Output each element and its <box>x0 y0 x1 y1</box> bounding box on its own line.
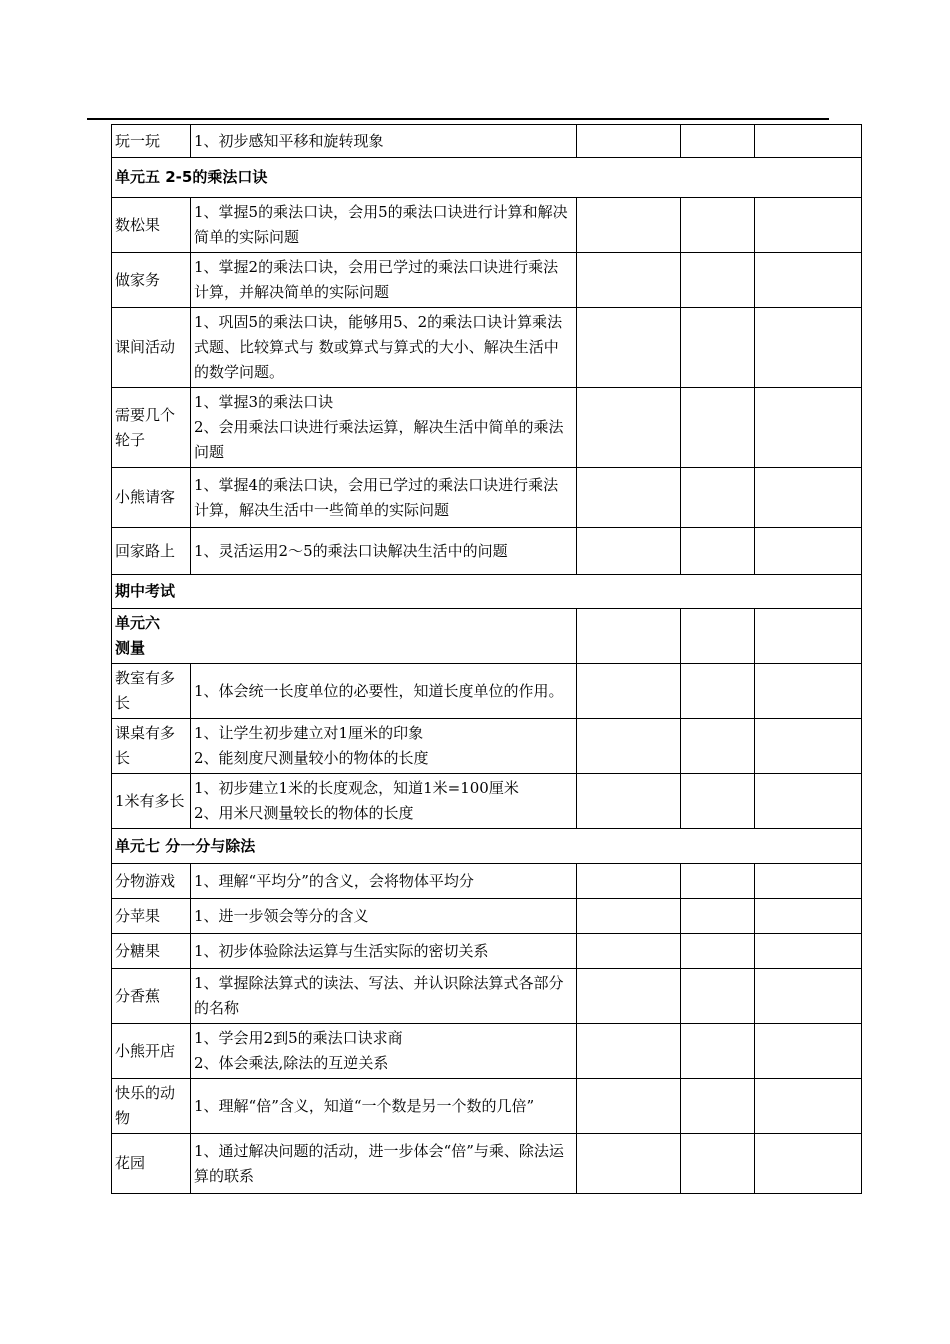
empty-cell <box>681 934 755 969</box>
section-title: 单元七 分一分与除法 <box>112 829 862 864</box>
empty-cell <box>577 1079 681 1134</box>
empty-cell <box>577 864 681 899</box>
lesson-plan-table <box>111 124 862 1194</box>
empty-cell <box>755 1024 862 1079</box>
empty-cell <box>755 308 862 388</box>
empty-cell <box>755 253 862 308</box>
empty-cell <box>755 864 862 899</box>
lesson-title: 回家路上 <box>112 528 191 575</box>
empty-cell <box>681 1134 755 1194</box>
lesson-goal: 1、让学生初步建立对1厘米的印象 2、能刻度尺测量较小的物体的长度 <box>191 719 577 774</box>
empty-cell <box>755 899 862 934</box>
empty-cell <box>577 253 681 308</box>
lesson-title: 玩一玩 <box>112 125 191 158</box>
section-row <box>112 158 862 198</box>
empty-cell <box>681 468 755 528</box>
empty-cell <box>755 125 862 158</box>
lesson-goal: 1、通过解决问题的活动，进一步体会“倍”与乘、除法运算的联系 <box>191 1134 577 1194</box>
lesson-row <box>112 934 862 969</box>
lesson-title: 课间活动 <box>112 308 191 388</box>
empty-cell <box>755 609 862 664</box>
lesson-goal: 1、初步体验除法运算与生活实际的密切关系 <box>191 934 577 969</box>
empty-cell <box>755 1134 862 1194</box>
empty-cell <box>577 899 681 934</box>
header-rule <box>87 118 829 120</box>
lesson-row <box>112 1079 862 1134</box>
lesson-goal: 1、体会统一长度单位的必要性，知道长度单位的作用。 <box>191 664 577 719</box>
lesson-goal: 1、理解“倍”含义，知道“一个数是另一个数的几倍” <box>191 1079 577 1134</box>
empty-cell <box>681 864 755 899</box>
empty-cell <box>577 468 681 528</box>
empty-cell <box>577 125 681 158</box>
lesson-title: 小熊开店 <box>112 1024 191 1079</box>
lesson-title: 小熊请客 <box>112 468 191 528</box>
empty-cell <box>755 774 862 829</box>
lesson-row <box>112 468 862 528</box>
lesson-row <box>112 198 862 253</box>
lesson-title: 快乐的动物 <box>112 1079 191 1134</box>
section-title: 期中考试 <box>112 575 862 609</box>
lesson-title: 分糖果 <box>112 934 191 969</box>
empty-cell <box>755 969 862 1024</box>
lesson-row <box>112 969 862 1024</box>
empty-cell <box>577 1024 681 1079</box>
lesson-row <box>112 774 862 829</box>
empty-cell <box>681 664 755 719</box>
empty-cell <box>755 198 862 253</box>
lesson-title: 花园 <box>112 1134 191 1194</box>
empty-cell <box>755 1079 862 1134</box>
empty-cell <box>681 125 755 158</box>
empty-cell <box>681 899 755 934</box>
empty-cell <box>755 468 862 528</box>
lesson-goal: 1、灵活运用2～5的乘法口诀解决生活中的问题 <box>191 528 577 575</box>
empty-cell <box>755 719 862 774</box>
empty-cell <box>681 774 755 829</box>
empty-cell <box>577 969 681 1024</box>
lesson-row <box>112 1024 862 1079</box>
empty-cell <box>577 664 681 719</box>
empty-cell <box>681 969 755 1024</box>
section-title: 单元五 2-5的乘法口诀 <box>112 158 862 198</box>
section-row <box>112 609 862 664</box>
lesson-title: 做家务 <box>112 253 191 308</box>
empty-cell <box>577 388 681 468</box>
lesson-goal: 1、掌握除法算式的读法、写法、并认识除法算式各部分的名称 <box>191 969 577 1024</box>
lesson-row <box>112 664 862 719</box>
empty-cell <box>577 774 681 829</box>
empty-cell <box>755 528 862 575</box>
empty-cell <box>681 198 755 253</box>
lesson-row <box>112 1134 862 1194</box>
lesson-row <box>112 125 862 158</box>
lesson-row <box>112 253 862 308</box>
lesson-row <box>112 528 862 575</box>
lesson-row <box>112 719 862 774</box>
empty-cell <box>577 308 681 388</box>
lesson-title: 课桌有多长 <box>112 719 191 774</box>
lesson-goal: 1、巩固5的乘法口诀，能够用5、2的乘法口诀计算乘法式题、比较算式与 数或算式与算式的大小、解决生活中的数学问题。 <box>191 308 577 388</box>
empty-cell <box>577 528 681 575</box>
empty-cell <box>755 934 862 969</box>
lesson-goal: 1、掌握2的乘法口诀，会用已学过的乘法口诀进行乘法计算，并解决简单的实际问题 <box>191 253 577 308</box>
lesson-goal: 1、进一步领会等分的含义 <box>191 899 577 934</box>
empty-cell <box>755 388 862 468</box>
lesson-goal: 1、初步建立1米的长度观念，知道1米=100厘米 2、用米尺测量较长的物体的长度 <box>191 774 577 829</box>
lesson-title: 分苹果 <box>112 899 191 934</box>
lesson-title: 1米有多长 <box>112 774 191 829</box>
lesson-title: 分物游戏 <box>112 864 191 899</box>
lesson-title: 教室有多长 <box>112 664 191 719</box>
lesson-goal: 1、理解“平均分”的含义，会将物体平均分 <box>191 864 577 899</box>
lesson-goal: 1、掌握5的乘法口诀，会用5的乘法口诀进行计算和解决简单的实际问题 <box>191 198 577 253</box>
empty-cell <box>681 253 755 308</box>
empty-cell <box>681 528 755 575</box>
section-row <box>112 829 862 864</box>
empty-cell <box>577 719 681 774</box>
lesson-goal: 1、掌握4的乘法口诀，会用已学过的乘法口诀进行乘法计算，解决生活中一些简单的实际问题 <box>191 468 577 528</box>
lesson-row <box>112 864 862 899</box>
lesson-row <box>112 899 862 934</box>
lesson-title: 需要几个轮子 <box>112 388 191 468</box>
empty-cell <box>577 609 681 664</box>
lesson-goal: 1、学会用2到5的乘法口诀求商 2、体会乘法,除法的互逆关系 <box>191 1024 577 1079</box>
lesson-row <box>112 388 862 468</box>
empty-cell <box>755 664 862 719</box>
section-title: 单元六 测量 <box>112 609 577 664</box>
empty-cell <box>577 934 681 969</box>
empty-cell <box>681 609 755 664</box>
section-row <box>112 575 862 609</box>
empty-cell <box>681 388 755 468</box>
empty-cell <box>577 198 681 253</box>
empty-cell <box>681 308 755 388</box>
empty-cell <box>681 719 755 774</box>
empty-cell <box>577 1134 681 1194</box>
lesson-goal: 1、初步感知平移和旋转现象 <box>191 125 577 158</box>
lesson-row <box>112 308 862 388</box>
empty-cell <box>681 1079 755 1134</box>
lesson-title: 分香蕉 <box>112 969 191 1024</box>
empty-cell <box>681 1024 755 1079</box>
lesson-goal: 1、掌握3的乘法口诀 2、会用乘法口诀进行乘法运算，解决生活中简单的乘法问题 <box>191 388 577 468</box>
lesson-title: 数松果 <box>112 198 191 253</box>
